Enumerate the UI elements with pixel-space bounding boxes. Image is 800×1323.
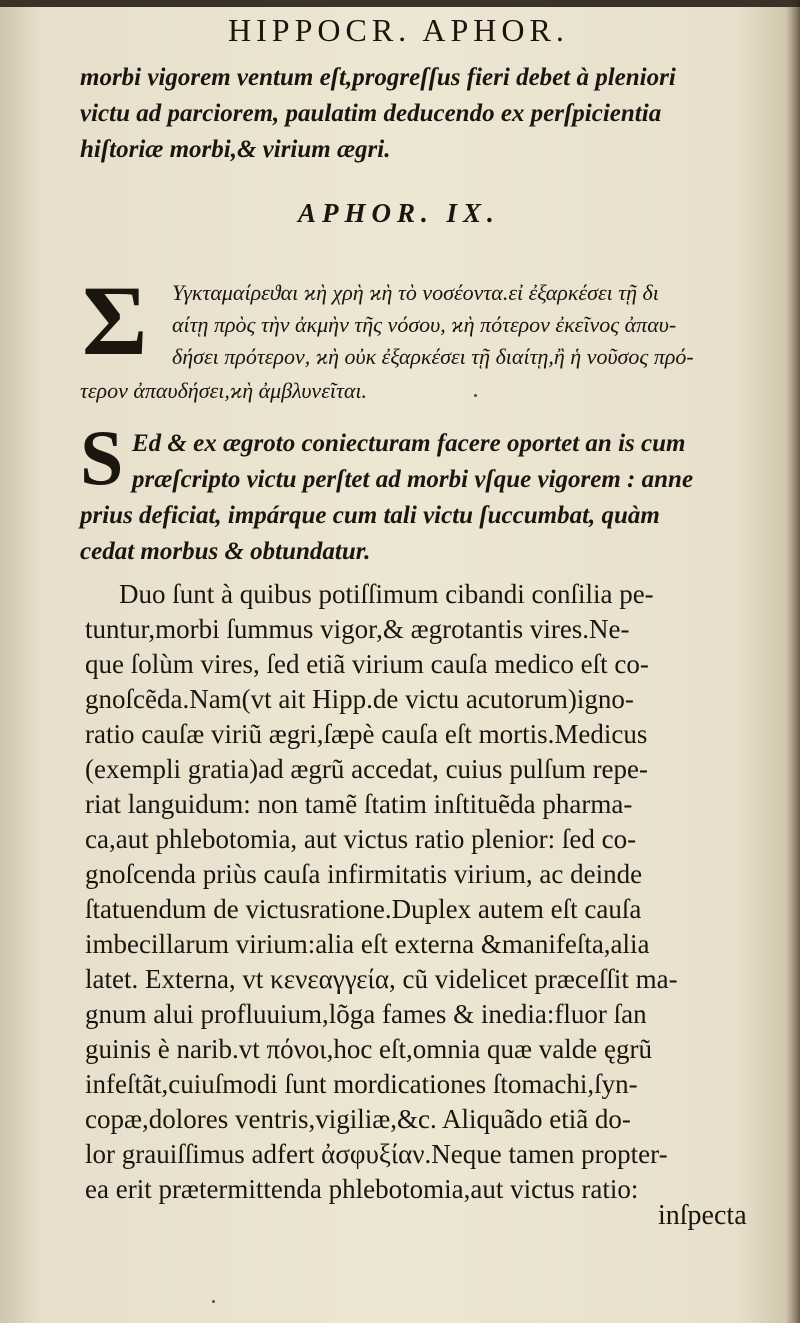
commentary-line: ratio cauſæ viriũ ægri,ſæpè cauſa eſt mortis.Medicus bbox=[85, 719, 648, 749]
page-top-edge bbox=[0, 0, 800, 7]
latin-translation-line: cedat morbus & obtundatur. bbox=[80, 538, 371, 565]
commentary-line: (exempli gratia)ad ægrũ accedat, cuius pulſum repe- bbox=[85, 754, 649, 784]
commentary-line: ca,aut phlebotomia, aut victus ratio plenior: ſed co- bbox=[85, 824, 637, 854]
commentary-line: infeſtãt,cuiuſmodi ſunt mordicationes ſtomachi,ſyn- bbox=[85, 1069, 638, 1099]
greek-initial-sigma: Σ bbox=[82, 265, 148, 376]
commentary bbox=[85, 577, 765, 1207]
commentary-line: copæ,dolores ventris,vigiliæ,&c. Aliquãdo etiã do- bbox=[85, 1104, 631, 1134]
page-gutter-shadow bbox=[786, 0, 800, 1323]
commentary-line: gnoſcenda priùs cauſa infirmitatis virium, ac deinde bbox=[85, 859, 643, 889]
commentary-line: imbecillarum virium:alia eſt externa &manifeſta,alia bbox=[85, 929, 650, 959]
commentary-line: gnoſcẽda.Nam(vt ait Hipp.de victu acutorum)igno- bbox=[85, 684, 634, 714]
running-head: HIPPOCR. APHOR. bbox=[228, 12, 569, 48]
greek-line: τερον ἀπαυδήσει,ϰὴ ἀμβλυνεῖται. bbox=[80, 378, 368, 403]
commentary-line: gnum alui profluuium,lõga fames & inedia:fluor ſan bbox=[85, 999, 647, 1029]
commentary-line: tuntur,morbi ſummus vigor,& ægrotantis vires.Ne- bbox=[85, 614, 630, 644]
commentary-line: guinis è narib.vt πόνοι,hoc eſt,omnia quæ valde ęgrũ bbox=[85, 1034, 652, 1064]
catchword: inſpecta bbox=[658, 1200, 747, 1231]
commentary-line: que ſolùm vires, ſed etiã virium cauſa medico eſt co- bbox=[85, 649, 649, 679]
commentary-line: riat languidum: non tamẽ ſtatim inſtituẽda pharma- bbox=[85, 789, 633, 819]
paper-speck bbox=[212, 1300, 215, 1303]
latin-translation-line: Ed & ex ægroto coniecturam facere oportet an is cum bbox=[132, 430, 686, 457]
latin-translation bbox=[80, 426, 770, 570]
commentary-line: ea erit prætermittenda phlebotomia,aut victus ratio: bbox=[85, 1174, 639, 1204]
greek-aphorism bbox=[80, 265, 780, 412]
latin-intro-line: morbi vigorem ventum eſt,progreſſus fieri debet à pleniori bbox=[80, 64, 676, 91]
latin-intro-line: victu ad parciorem, paulatim deducendo ex perſpicientia bbox=[80, 100, 662, 127]
greek-line: δήσει πρότερον, ϰὴ οὐκ ἐξαρκέσει τῇ διαίτῃ,ἢ ἡ νοῦσος πρό- bbox=[172, 344, 694, 369]
latin-intro bbox=[80, 60, 770, 168]
greek-line: αίτῃ πρὸς τὴν ἀκμὴν τῆς νόσου, ϰὴ πότερον ἐκεῖνος ἀπαυ- bbox=[172, 312, 677, 337]
latin-translation-line: præſcripto victu perſtet ad morbi vſque vigorem : anne bbox=[132, 466, 694, 493]
latin-intro-line: hiſtoriæ morbi,& virium ægri. bbox=[80, 136, 391, 163]
greek-line: Υγκταμαίρεϑαι ϰὴ χρὴ ϰὴ τὸ νοσέοντα.εἰ ἐξαρκέσει τῇ δι bbox=[172, 280, 659, 305]
commentary-line: lor grauiſſimus adfert ἀσφυξίαν.Neque tamen propter- bbox=[85, 1139, 668, 1169]
latin-translation-line: prius deficiat, impárque cum tali victu ſuccumbat, quàm bbox=[80, 502, 660, 529]
commentary-line: Duo ſunt à quibus potiſſimum cibandi conſilia pe- bbox=[119, 579, 654, 609]
latin-initial-s: S bbox=[80, 414, 124, 501]
aphorism-title: APHOR. IX. bbox=[298, 198, 500, 228]
commentary-line: ſtatuendum de victusratione.Duplex autem eſt cauſa bbox=[85, 894, 642, 924]
paper-speck bbox=[474, 394, 477, 397]
commentary-line: latet. Externa, vt κενεαγγεία, cũ videlicet præceſſit ma- bbox=[85, 964, 678, 994]
